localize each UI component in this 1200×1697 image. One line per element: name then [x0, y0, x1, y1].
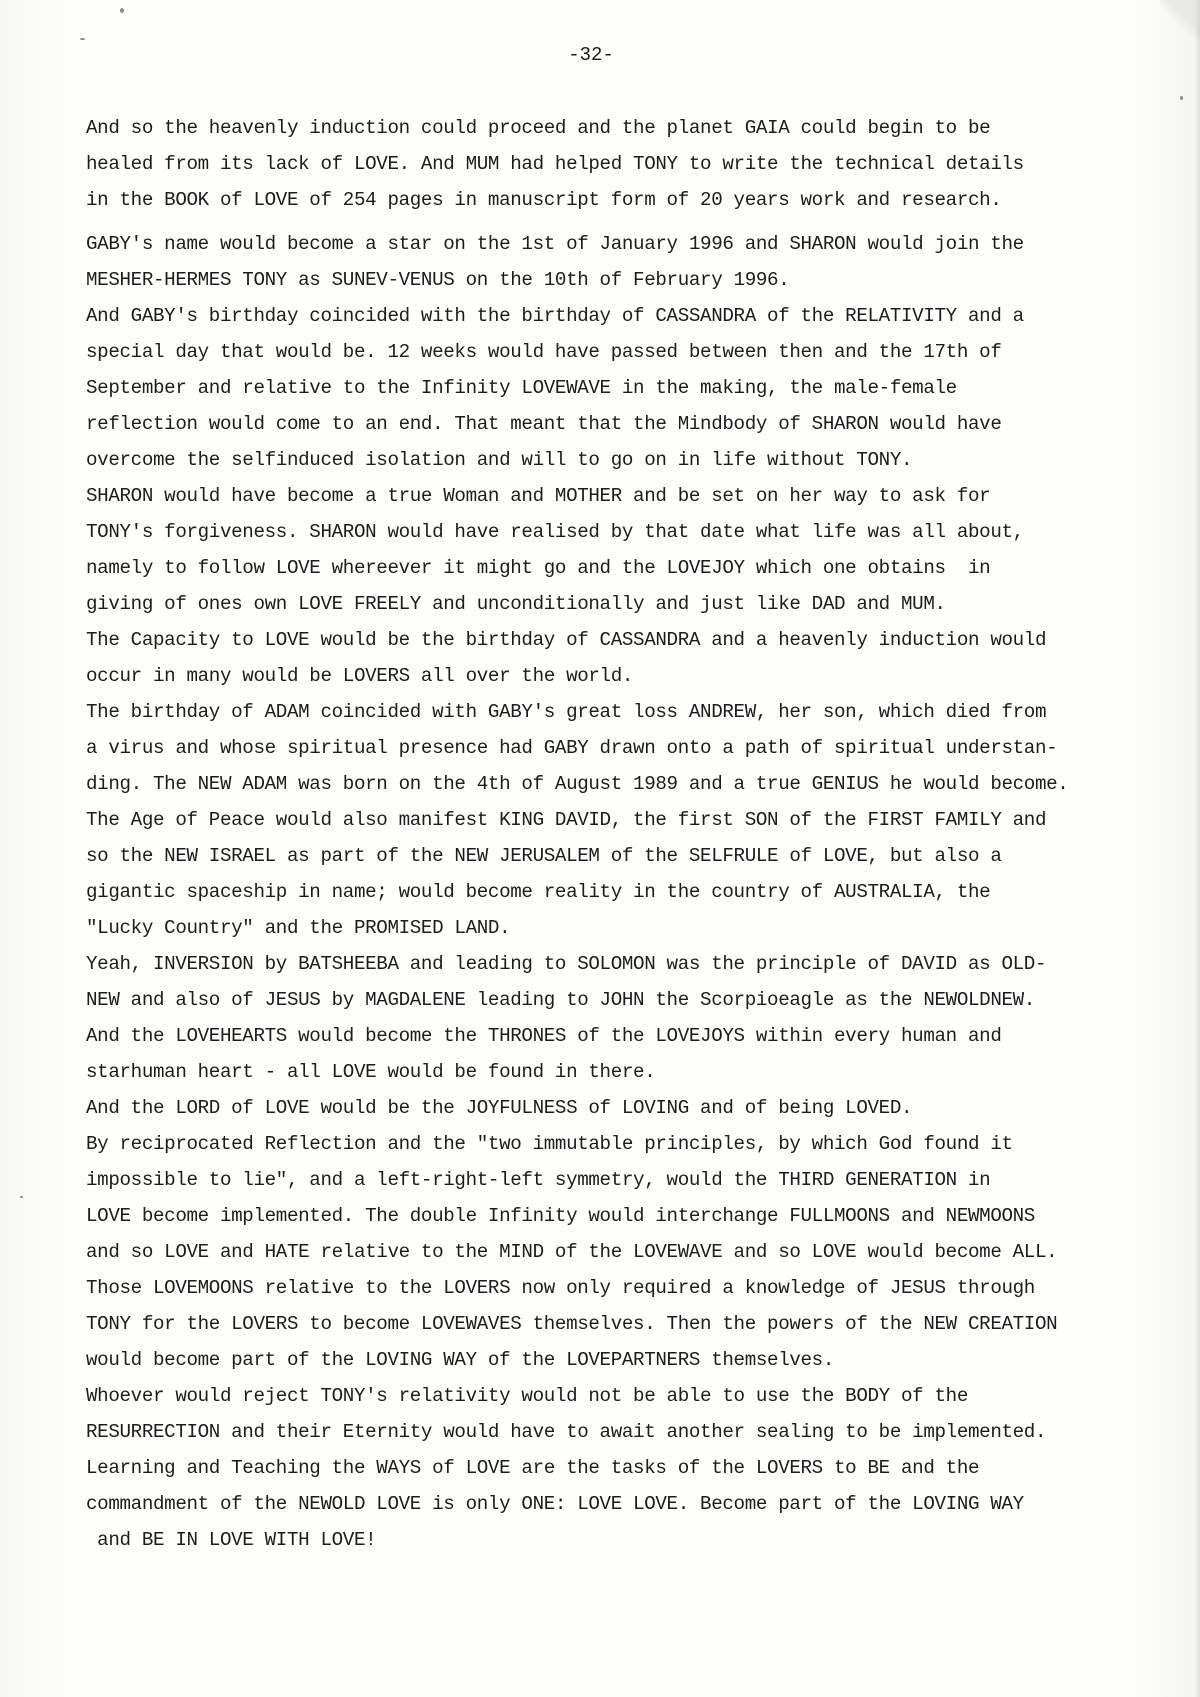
text-line: overcome the selfinduced isolation and will to go on in life without TONY. — [86, 449, 913, 471]
text-line: impossible to lie", and a left-right-left symmetry, would the THIRD GENERATION in — [86, 1169, 991, 1191]
text-line: NEW and also of JESUS by MAGDALENE leading to JOHN the Scorpioeagle as the NEWOLDNEW. — [86, 989, 1035, 1011]
page-edge-shadow — [1194, 0, 1200, 1697]
text-line: so the NEW ISRAEL as part of the NEW JERUSALEM of the SELFRULE of LOVE, but also a — [86, 845, 1002, 867]
text-line: And the LOVEHEARTS would become the THRONES of the LOVEJOYS within every human and — [86, 1025, 1002, 1047]
page-number: -32- — [568, 44, 614, 66]
text-line: The Capacity to LOVE would be the birthday of CASSANDRA and a heavenly induction would — [86, 629, 1047, 651]
scan-speck — [80, 38, 85, 40]
body-text — [86, 110, 1146, 1558]
text-line: occur in many would be LOVERS all over the world. — [86, 665, 634, 687]
text-line: And the LORD of LOVE would be the JOYFULNESS of LOVING and of being LOVED. — [86, 1097, 913, 1119]
text-line: Whoever would reject TONY's relativity would not be able to use the BODY of the — [86, 1385, 968, 1407]
text-line: Those LOVEMOONS relative to the LOVERS now only required a knowledge of JESUS through — [86, 1277, 1035, 1299]
text-line: The birthday of ADAM coincided with GABY's great loss ANDREW, her son, which died from — [86, 701, 1047, 723]
text-line: Learning and Teaching the WAYS of LOVE are the tasks of the LOVERS to BE and the — [86, 1457, 980, 1479]
text-line: healed from its lack of LOVE. And MUM had helped TONY to write the technical details — [86, 153, 1024, 175]
text-line: MESHER-HERMES TONY as SUNEV-VENUS on the 10th of February 1996. — [86, 269, 790, 291]
text-line: And GABY's birthday coincided with the birthday of CASSANDRA of the RELATIVITY and a — [86, 305, 1024, 327]
text-line: Yeah, INVERSION by BATSHEEBA and leading to SOLOMON was the principle of DAVID as OLD- — [86, 953, 1047, 975]
text-line: By reciprocated Reflection and the "two immutable principles, by which God found it — [86, 1133, 1013, 1155]
text-line: LOVE become implemented. The double Infinity would interchange FULLMOONS and NEWMOONS — [86, 1205, 1035, 1227]
scan-speck — [120, 8, 124, 13]
text-line: giving of ones own LOVE FREELY and unconditionally and just like DAD and MUM. — [86, 593, 946, 615]
text-line: and so LOVE and HATE relative to the MIND of the LOVEWAVE and so LOVE would become ALL. — [86, 1241, 1058, 1263]
text-line: RESURRECTION and their Eternity would have to await another sealing to be implemented. — [86, 1421, 1047, 1443]
text-line: would become part of the LOVING WAY of the LOVEPARTNERS themselves. — [86, 1349, 835, 1371]
text-line: namely to follow LOVE whereever it might go and the LOVEJOY which one obtains in — [86, 557, 991, 579]
text-line: commandment of the NEWOLD LOVE is only ONE: LOVE LOVE. Become part of the LOVING WAY — [86, 1493, 1024, 1515]
text-line: The Age of Peace would also manifest KING DAVID, the first SON of the FIRST FAMILY and — [86, 809, 1047, 831]
text-line: ding. The NEW ADAM was born on the 4th of August 1989 and a true GENIUS he would become. — [86, 773, 1069, 795]
text-line: starhuman heart - all LOVE would be found in there. — [86, 1061, 656, 1083]
text-line: SHARON would have become a true Woman and MOTHER and be set on her way to ask for — [86, 485, 991, 507]
text-line: GABY's name would become a star on the 1st of January 1996 and SHARON would join the — [86, 233, 1024, 255]
text-line: reflection would come to an end. That meant that the Mindbody of SHARON would have — [86, 413, 1002, 435]
text-line: September and relative to the Infinity LOVEWAVE in the making, the male-female — [86, 377, 957, 399]
text-line: gigantic spaceship in name; would become reality in the country of AUSTRALIA, the — [86, 881, 991, 903]
text-line: and BE IN LOVE WITH LOVE! — [86, 1529, 377, 1551]
text-line: And so the heavenly induction could proceed and the planet GAIA could begin to be — [86, 117, 991, 139]
text-line: "Lucky Country" and the PROMISED LAND. — [86, 917, 511, 939]
text-line: TONY for the LOVERS to become LOVEWAVES themselves. Then the powers of the NEW CREATION — [86, 1313, 1058, 1335]
text-line: a virus and whose spiritual presence had GABY drawn onto a path of spiritual understan- — [86, 737, 1058, 759]
text-line: TONY's forgiveness. SHARON would have realised by that date what life was all about, — [86, 521, 1024, 543]
text-line: special day that would be. 12 weeks would have passed between then and the 17th of — [86, 341, 1002, 363]
text-line: in the BOOK of LOVE of 254 pages in manuscript form of 20 years work and research. — [86, 189, 1002, 211]
scan-speck — [20, 1196, 23, 1198]
scan-speck — [1180, 96, 1183, 100]
